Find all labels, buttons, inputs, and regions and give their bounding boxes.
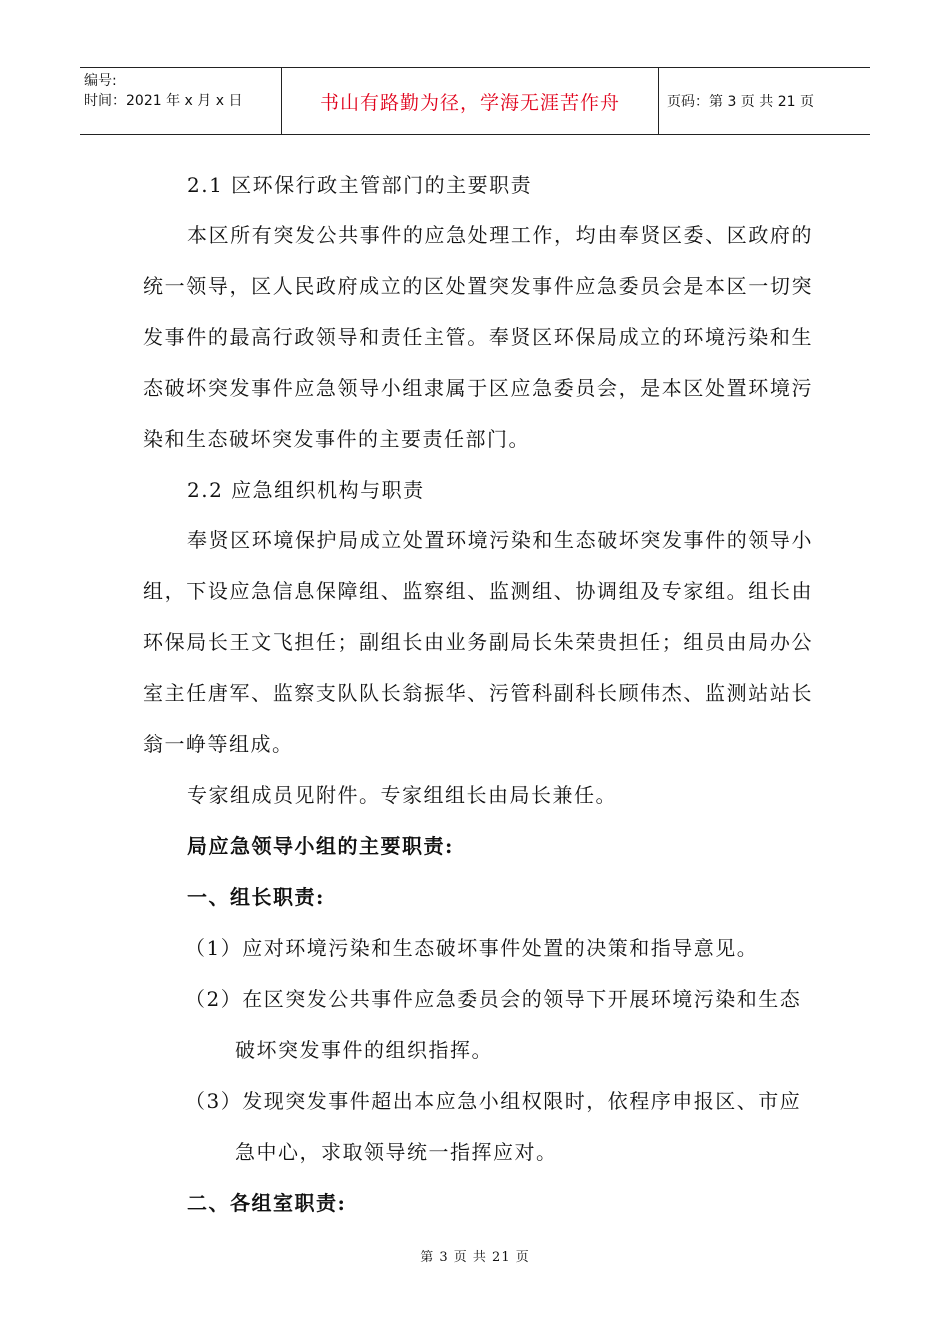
document-time-label: 时间：2021 年 x 月 x 日	[84, 93, 243, 109]
header-meta	[80, 68, 282, 134]
header-page-number: 页码：第 3 页 共 21 页	[667, 94, 814, 110]
bold-heading: 二、各组室职责:	[187, 1191, 347, 1215]
bold-heading: 局应急领导小组的主要职责:	[187, 834, 454, 858]
paragraph: 奉贤区环境保护局成立处置环境污染和生态破坏突发事件的领导小组，下设应急信息保障组、监察组、监测组、协调组及专家组。组长由环保局长王文飞担任；副组长由业务副局长朱荣贵担任；组员由局办公室主任唐军、监察支队队长翁振华、污管科副科长顾伟杰、监测站站长翁一峥等组成。	[143, 528, 813, 756]
bold-heading: 一、组长职责:	[187, 885, 325, 909]
header-motto: 书山有路勤为径，学海无涯苦作舟	[282, 68, 659, 134]
list-item: （2）在区突发公共事件应急委员会的领导下开展环境污染和生态破坏突发事件的组织指挥。	[185, 987, 802, 1062]
page-header	[80, 67, 870, 135]
section-heading-2-1: 2.1 区环保行政主管部门的主要职责	[187, 173, 533, 197]
list-item: （1）应对环境污染和生态破坏事件处置的决策和指导意见。	[185, 936, 759, 960]
section-heading-2-2: 2.2 应急组织机构与职责	[187, 478, 425, 502]
paragraph: 本区所有突发公共事件的应急处理工作，均由奉贤区委、区政府的统一领导，区人民政府成立的区处置突发事件应急委员会是本区一切突发事件的最高行政领导和责任主管。奉贤区环保局成立的环境污染和生态破坏突发事件应急领导小组隶属于区应急委员会，是本区处置环境污染和生态破坏突发事件的主要责任部门。	[143, 223, 813, 451]
document-body	[143, 160, 813, 1229]
document-number-label: 编号:	[84, 73, 117, 89]
page-footer: 第 3 页 共 21 页	[420, 1250, 530, 1265]
paragraph: 专家组成员见附件。专家组组长由局长兼任。	[187, 783, 617, 807]
list-item: （3）发现突发事件超出本应急小组权限时，依程序申报区、市应急中心，求取领导统一指挥应对。	[185, 1089, 802, 1164]
